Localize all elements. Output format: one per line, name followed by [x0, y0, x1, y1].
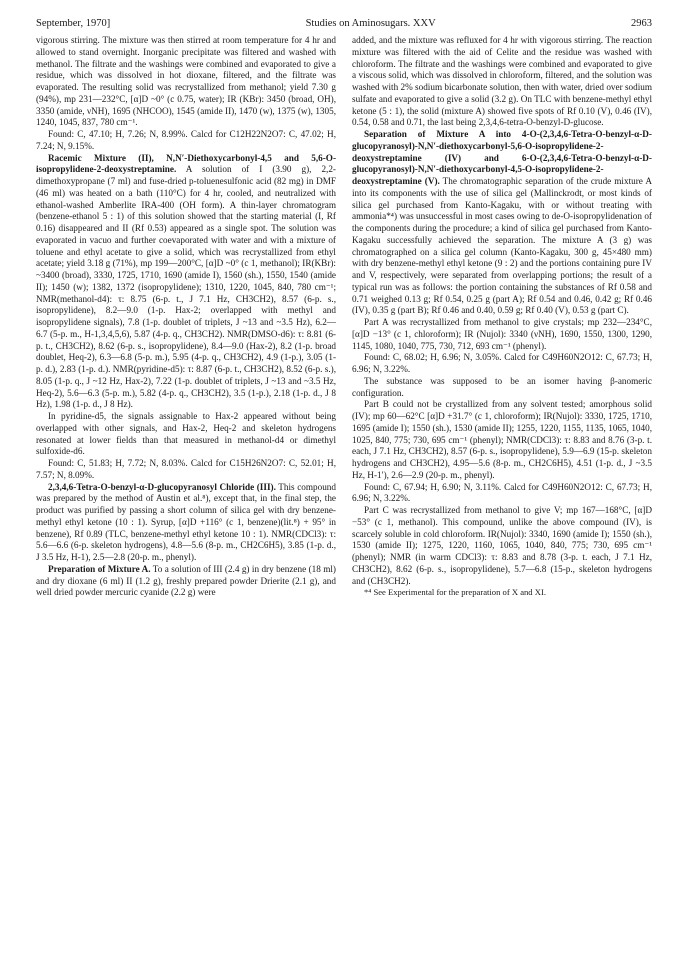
paragraph-text: To a solution of III (2.4 g) in dry benzene (18 ml) and dry dioxane (6 ml) II (1.2 g), freshly prepared powder Drierite (2.1 g), and well dried powder mercuric cyanide (2.2 g) were	[36, 563, 336, 598]
paragraph-text: The substance was supposed to be an isomer having β-anomeric configuration.	[352, 375, 652, 398]
paragraph-text: Part C was recrystallized from methanol to give V; mp 167—168°C, [α]D −53° (c 1, methanol). This compound, unlike the above compound (IV), is scarcely soluble in cold chloroform. IR(Nujol): 3340, 1690 (amide I); 1550 (sh.), 1530 (amide II); 1275, 1220, 1160, 1065, 1040, 840, 775; 730, 695 cm⁻¹ (phenyl); NMR (in warm CDCl3): τ: 8.83 and 8.78 (3-p. t. each, J 7.1 Hz, CH3CH2), 8.62 (6-p. s., isopropylidene), 5.7—6.8 (15-p., skeleton hydrogens and (CH3CH2).	[352, 505, 652, 586]
paragraph-continued	[352, 35, 652, 129]
paragraph-text: vigorous stirring. The mixture was then stirred at room temperature for 4 hr and allowed to stand overnight. Inorganic precipitate was filtered and washed with methanol. The filtrate and the washings were combined and evaporated to give a residue, which was dissolved in hot dioxane, filtered, and the filtrate was evaporated. The resulting solid was recrystallized from methanol; yield 7.30 g (94%), mp 231—232°C, [α]D ~0° (c 0.75, water); IR (KBr): 3450 (broad, OH), 3350 (amide, νNH), 1695 (NHCOO), 1545 (amide II), 1470 (w), 1375 (w), 1305, 1240, 1045, 837, 780 cm⁻¹.	[36, 35, 336, 128]
paragraph	[36, 458, 336, 482]
paragraph-text: Found: C, 51.83; H, 7.72; N, 8.03%. Calcd for C15H26N2O7: C, 52.01; H, 7.57; N, 8.09%.	[36, 458, 336, 480]
header-page-number: 2963	[630, 18, 652, 29]
section-paragraph	[36, 564, 336, 599]
paragraph	[36, 411, 336, 458]
section-heading: 2,3,4,6-Tetra-O-benzyl-α-D-glucopyranosyl Chloride (III).	[48, 481, 276, 492]
paragraph	[352, 317, 652, 352]
two-column-body	[36, 35, 652, 599]
header-journal-date: September, 1970]	[36, 18, 111, 29]
footnote: *⁴ See Experimental for the preparation of X and XI.	[364, 587, 546, 598]
section-paragraph	[352, 129, 652, 317]
paragraph-text: This compound was prepared by the method of Austin et al.⁸), except that, in the final step, the product was purified by passing a short column of silica gel with dry benzene-methyl ethyl ketone (10 : 1). Syrup, [α]D +116° (c 1, benzene)(lit.⁸) + 95° in benzene), Rf 0.89 (TLC, benzene-methyl ethyl ketone 10 : 1). NMR(CDCl3): τ: 5.6—6.6 (6-p. skeleton hydrogens), 4.8—5.6 (8-p. m., CH2C6H5), 3.85 (1-p. d., J 3.5 Hz, H-1), 2.5—2.8 (20-p. m., phenyl).	[36, 481, 336, 562]
right-column-body	[352, 35, 652, 587]
section-heading: Racemic Mixture (II), N,N′-Diethoxycarbonyl-4,5 and 5,6-O-isopropylidene-2-deoxystreptamine.	[36, 152, 336, 175]
paragraph-text: added, and the mixture was refluxed for 4 hr with vigorous stirring. The reaction mixture was filtered with the aid of Celite and the residue was washed with chloroform. The filtrate and the washings were combined and evaporated to give a viscous solid, which was dissolved in chloroform, filtered, and the solution was washed with 2% sodium bicarbonate solution, then with water, dried over sodium sulfate and evaporated to give a solid (3.2 g). On TLC with benzene-methyl ethyl ketone (5 : 1), the solid (mixture A) showed five spots of Rf 0.10 (V), 0.46 (IV), 0.54, 0.58 and 0.71, the last being 2,3,4,6-tetra-O-benzyl-D-glucose.	[352, 35, 652, 128]
paragraph	[36, 129, 336, 153]
section-heading: Separation of Mixture A into 4-O-(2,3,4,6-Tetra-O-benzyl-α-D-glucopyranosyl)-N,N′-diethoxycarbonyl-5,6-O-isopropylidene-2-deoxystreptamine (IV) and 6-O-(2,3,4,6-Tetra-O-benzyl-α-D-glucopyranosyl)-N,N′-diethoxycarbonyl-4,5-O-isopropylidene-2-deoxystreptamine (V).	[352, 129, 652, 186]
paragraph	[352, 505, 652, 587]
paragraph-text: A solution of I (3.90 g), 2,2-dimethoxypropane (7 ml) and fuse-dried p-toluenesulfonic acid (82 mg) in DMF (46 ml) was heated on a bath (110°C) for 4 hr, cooled, and neutralized with ethanol-washed Amberlite IRA-400 (OH form). A thin-layer chromatogram (benzene-ethanol 5 : 1) of this solution showed that the starting material (I, Rf 0.16) disappeared and II (Rf 0.53) appeared as a single spot. The solution was evaporated in vacuo and further coevaporated with water and with a mixture of toluene and ethyl acetate to give a solid, which was recrystallized from ethyl acetate; yield 3.18 g (71%), mp 199—200°C, [α]D ~0° (c 1, methanol); IR(KBr): ~3400 (broad), 3330, 1725, 1710, 1690 (amide I), 1560 (sh.), 1550, 1540 (amide II); 1450 (w); 1382, 1372 (isopropylidene); 1310, 1220, 1045, 840, 780 cm⁻¹; NMR(methanol-d4): τ: 8.75 (6-p. t., J 7.1 Hz, CH3CH2), 8.57 (6-p. s., isopropylidene), 8.2—9.0 (1-p. Hax-2; overlapped with methyl and isopropylidene signals), 7.8 (1-p. doublet of triplets, J ~13 and ~3.5 Hz), 6.2—6.7 (5-p. m., H-1,3,4,5,6), 5.87 (4-p. q., CH3CH2). NMR(DMSO-d6): τ: 8.81 (6-p. t., CH3CH2), 8.62 (6-p. s., isopropylidene), 8.4—9.0 (Hax-2), 8.2 (1-p. broad doublet, Heq-2), 6.3—6.8 (5-p. m.), 5.95 (4-p. q., CH3CH2), 4.9 (1-p.), 3.05 (1-p. d.), 2.83 (1-p. d.). NMR(pyridine-d5): τ: 8.87 (6-p. t., CH3CH2), 8.52 (6-p. s.), 8.05 (1-p. q., J ~12 Hz, Hax-2), 7.22 (1-p. doublet of triplets, J ~13 and ~3.5 Hz, Heq-2), 5.6—6.3 (5-p. m.), 5.82 (4-p. q., CH3CH2), 3.5 (1-p.), 2.18 (1-p. d., J 8 Hz), 1.98 (1-p. d., J 8 Hz).	[36, 164, 336, 410]
paragraph-text: Found: C, 68.02; H, 6.96; N, 3.05%. Calcd for C49H60N2O12: C, 67.73; H, 6.96; N, 3.22%.	[352, 352, 652, 374]
paragraph-text: The chromatographic separation of the crude mixture A into its components with the use of silica gel (Mallinckrodt, or most kinds of silica gel purchased from Kanto-Kagaku, with or without treating with ammonia*⁴) was unsuccessful in most cases owing to de-O-isopropylidenation of the components during the procedure; a kind of silica gel purchased from Kanto-Kagaku successfully achieved the separation. The mixture A (3 g) was chromatographed on a silica gel column (Kanto-Kagaku, 300 g, 45×480 mm) with dry benzene-methyl ethyl ketone (9 : 2) and the portions containing pure IV and V, respectively, were separated from overlapping portions; the result of a typical run was as follows: the portion containing the substances of Rf 0.58 and 0.71 weighed 0.13 g; Rf 0.54, 0.25 g (part A); Rf 0.54 and 0.46, 0.42 g; Rf 0.46 (IV), 0.35 g (part B); Rf 0.46 and 0.40, 0.59 g; Rf 0.40 (V), 0.53 g (part C).	[352, 176, 652, 316]
paragraph-text: In pyridine-d5, the signals assignable to Hax-2 appeared without being overlapped with other signals, and Hax-2, Heq-2 and skeleton hydrogens resonated at lower fields than that measured in methanol-d4 or dimethyl sulfoxide-d6.	[36, 411, 336, 457]
paragraph-continued	[36, 35, 336, 129]
paragraph	[352, 376, 652, 400]
paragraph	[352, 399, 652, 481]
paragraph-text: Part B could not be crystallized from any solvent tested; amorphous solid (IV); mp 60—62°C [α]D +31.7° (c 1, chloroform); IR(Nujol): 3330, 1725, 1710, 1695 (amide I); 1550 (sh.), 1530 (amide II); 1255, 1220, 1155, 1135, 1065, 1040, 1025, 840, 775; 730, 695 cm⁻¹ (phenyl); NMR(CDCl3): τ: 8.83 and 8.76 (3-p. t. each, J 7.1 Hz, CH3CH2), 8.57 (6-p. s., isopropylidene), 5.9—6.9 (15-p. skeleton hydrogens and CH3CH2), 4.95—5.6 (8-p. m., CH2C6H5), 4.51 (1-p. d., J ~3.5 Hz, H-1′), 2.6—2.9 (20-p. m., phenyl).	[352, 399, 652, 480]
paragraph-text: Found: C, 47.10; H, 7.26; N, 8.99%. Calcd for C12H22N2O7: C, 47.02; H, 7.24; N, 9.15%.	[36, 129, 336, 151]
paragraph-text: Found: C, 67.94; H, 6.90; N, 3.11%. Calcd for C49H60N2O12: C, 67.73; H, 6.96; N, 3.22%.	[352, 481, 652, 504]
paragraph	[352, 482, 652, 506]
right-column	[352, 35, 652, 599]
left-column	[36, 35, 336, 599]
section-paragraph	[36, 153, 336, 412]
section-paragraph	[36, 482, 336, 564]
running-header	[36, 18, 652, 29]
paragraph	[352, 352, 652, 376]
header-article-title: Studies on Aminosugars. XXV	[305, 18, 436, 29]
section-heading: Preparation of Mixture A.	[48, 563, 151, 574]
paragraph-text: Part A was recrystallized from methanol to give crystals; mp 232—234°C, [α]D −13° (c 1, chloroform); IR (Nujol): 3340 (νNH), 1690, 1550, 1300, 1290, 1145, 1080, 1040, 775, 730, 712, 693 cm⁻¹ (phenyl).	[352, 317, 652, 351]
